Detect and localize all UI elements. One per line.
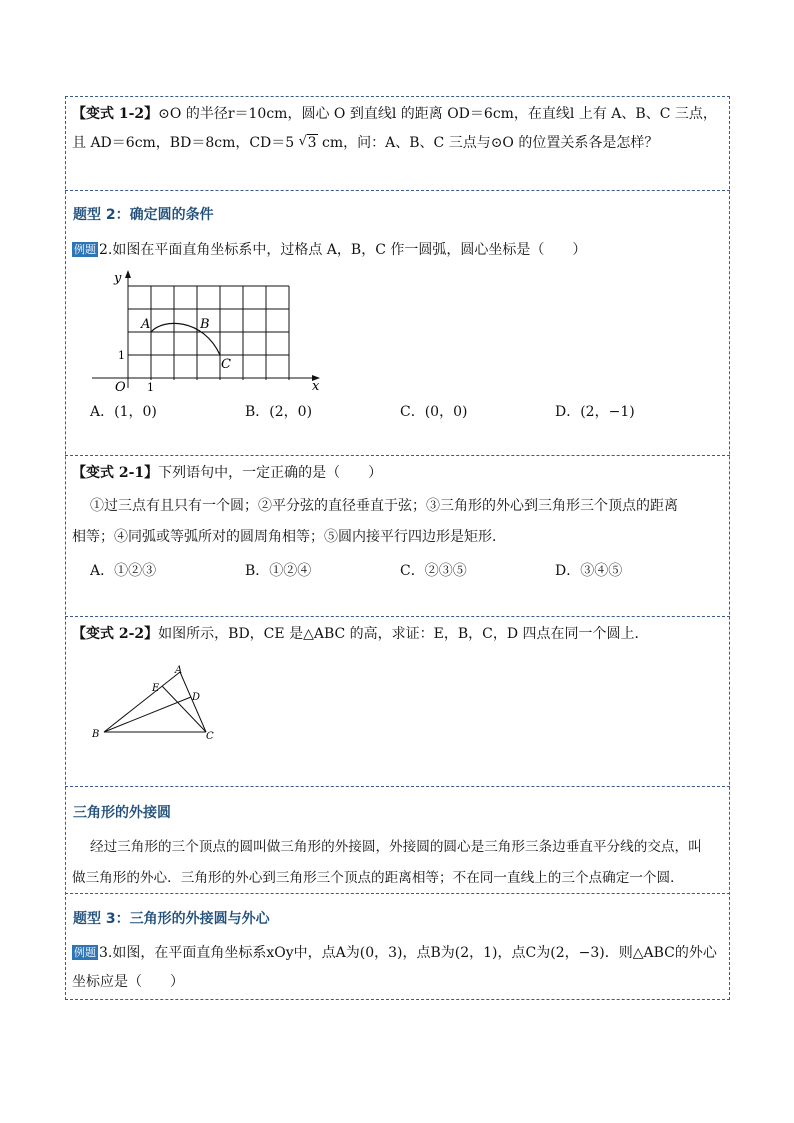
grid-figure (88, 266, 328, 392)
triangle-figure (88, 662, 228, 744)
statements-line1: ①过三点有且只有一个圆；②平分弦的直径垂直于弦；③三角形的外心到三角形三个顶点的距离 (90, 498, 678, 514)
section-title: 题型 2：确定圆的条件 (73, 207, 214, 223)
vertex-b-label: B (92, 729, 100, 740)
tick-label-y: 1 (118, 349, 125, 362)
option-b: B．(2，0) (245, 404, 313, 420)
question-text: cm，问：A、B、C 三点与⊙O 的位置关系各是怎样？ (317, 135, 659, 151)
y-label: y (114, 271, 122, 286)
foot-e-label: E (152, 683, 160, 694)
statements-line2: 相等；④同弧或等弧所对的圆周角相等；⑤圆内接平行四边形是矩形． (72, 529, 506, 545)
variant-label: 【变式 2-2】 (72, 626, 159, 642)
content-frame (65, 96, 730, 1000)
option-a: A．①②③ (90, 563, 157, 579)
variant-label: 【变式 2-1】 (72, 465, 159, 481)
variant-2-1-question (72, 463, 382, 483)
arc (151, 323, 220, 355)
divider (65, 190, 730, 191)
vertex-c-label: C (206, 731, 214, 742)
sqrt-symbol: √ 3 (299, 133, 318, 153)
point-a-label: A (141, 317, 151, 332)
variant-label: 【变式 1-2】 (72, 106, 159, 122)
option-d: D．③④⑤ (555, 563, 623, 579)
grid-lines (128, 286, 289, 380)
variant-1-2-line2 (72, 133, 658, 153)
tick-label-x: 1 (147, 381, 154, 392)
divider (65, 455, 730, 456)
origin-label: O (115, 380, 126, 392)
y-axis-arrow (125, 270, 131, 278)
option-c: C．②③⑤ (400, 563, 467, 579)
example-tag: 例题 (74, 946, 96, 959)
point-b-label: B (200, 317, 210, 332)
vertex-a-label: A (175, 665, 183, 676)
option-a: A．(1，0) (90, 404, 157, 420)
definition-line2: 做三角形的外心．三角形的外心到三角形三个顶点的距离相等；不在同一直线上的三个点确定一个圆． (72, 870, 684, 886)
example-2-question: 例题 2.如图在平面直角坐标系中，过格点 A，B，C 作一圆弧，圆心坐标是（ ） (74, 242, 587, 258)
question-text: 且 AD＝6cm，BD＝8cm，CD＝5 (72, 135, 299, 151)
option-b: B．①②④ (245, 563, 312, 579)
variant-1-2-line1 (72, 104, 717, 124)
x-label: x (312, 379, 320, 392)
question-text: 如图，在平面直角坐标系xOy中，点A为(0，3)，点B为(2，1)，点C为(2，−3)．则△ABC的外心 (112, 945, 717, 961)
foot-d-label: D (192, 692, 201, 703)
divider (65, 893, 730, 894)
definition-line1: 经过三角形的三个顶点的圆叫做三角形的外接圆，外接圆的圆心是三角形三条边垂直平分线的交点，叫 (90, 839, 702, 855)
section-title: 题型 3：三角形的外接圆与外心 (73, 911, 270, 927)
section-title: 三角形的外接圆 (73, 805, 171, 821)
divider (65, 616, 730, 617)
option-c: C．(0，0) (400, 404, 468, 420)
example-tag: 例题 (74, 243, 96, 256)
question-text: 如图所示，BD，CE 是△ABC 的高，求证：E，B，C，D 四点在同一个圆上． (158, 626, 649, 642)
variant-2-2-question (72, 624, 649, 644)
example-3-line2: 坐标应是（ ） (72, 974, 184, 990)
question-text: 如图在平面直角坐标系中，过格点 A，B，C 作一圆弧，圆心坐标是（ ） (112, 242, 587, 258)
example-3-line1: 例题 3.如图，在平面直角坐标系xOy中，点A为(0，3)，点B为(2，1)，点C为(2，−3)．则△ABC的外心 (74, 945, 717, 961)
divider (65, 786, 730, 787)
point-c-label: C (221, 357, 231, 372)
question-text: ⊙O 的半径r＝10cm，圆心 O 到直线l 的距离 OD＝6cm，在直线l 上有 A、B、C 三点， (158, 106, 717, 122)
side-ab (104, 672, 180, 732)
question-text: 下列语句中，一定正确的是（ ） (158, 465, 383, 481)
option-d: D．(2，−1) (555, 404, 635, 420)
